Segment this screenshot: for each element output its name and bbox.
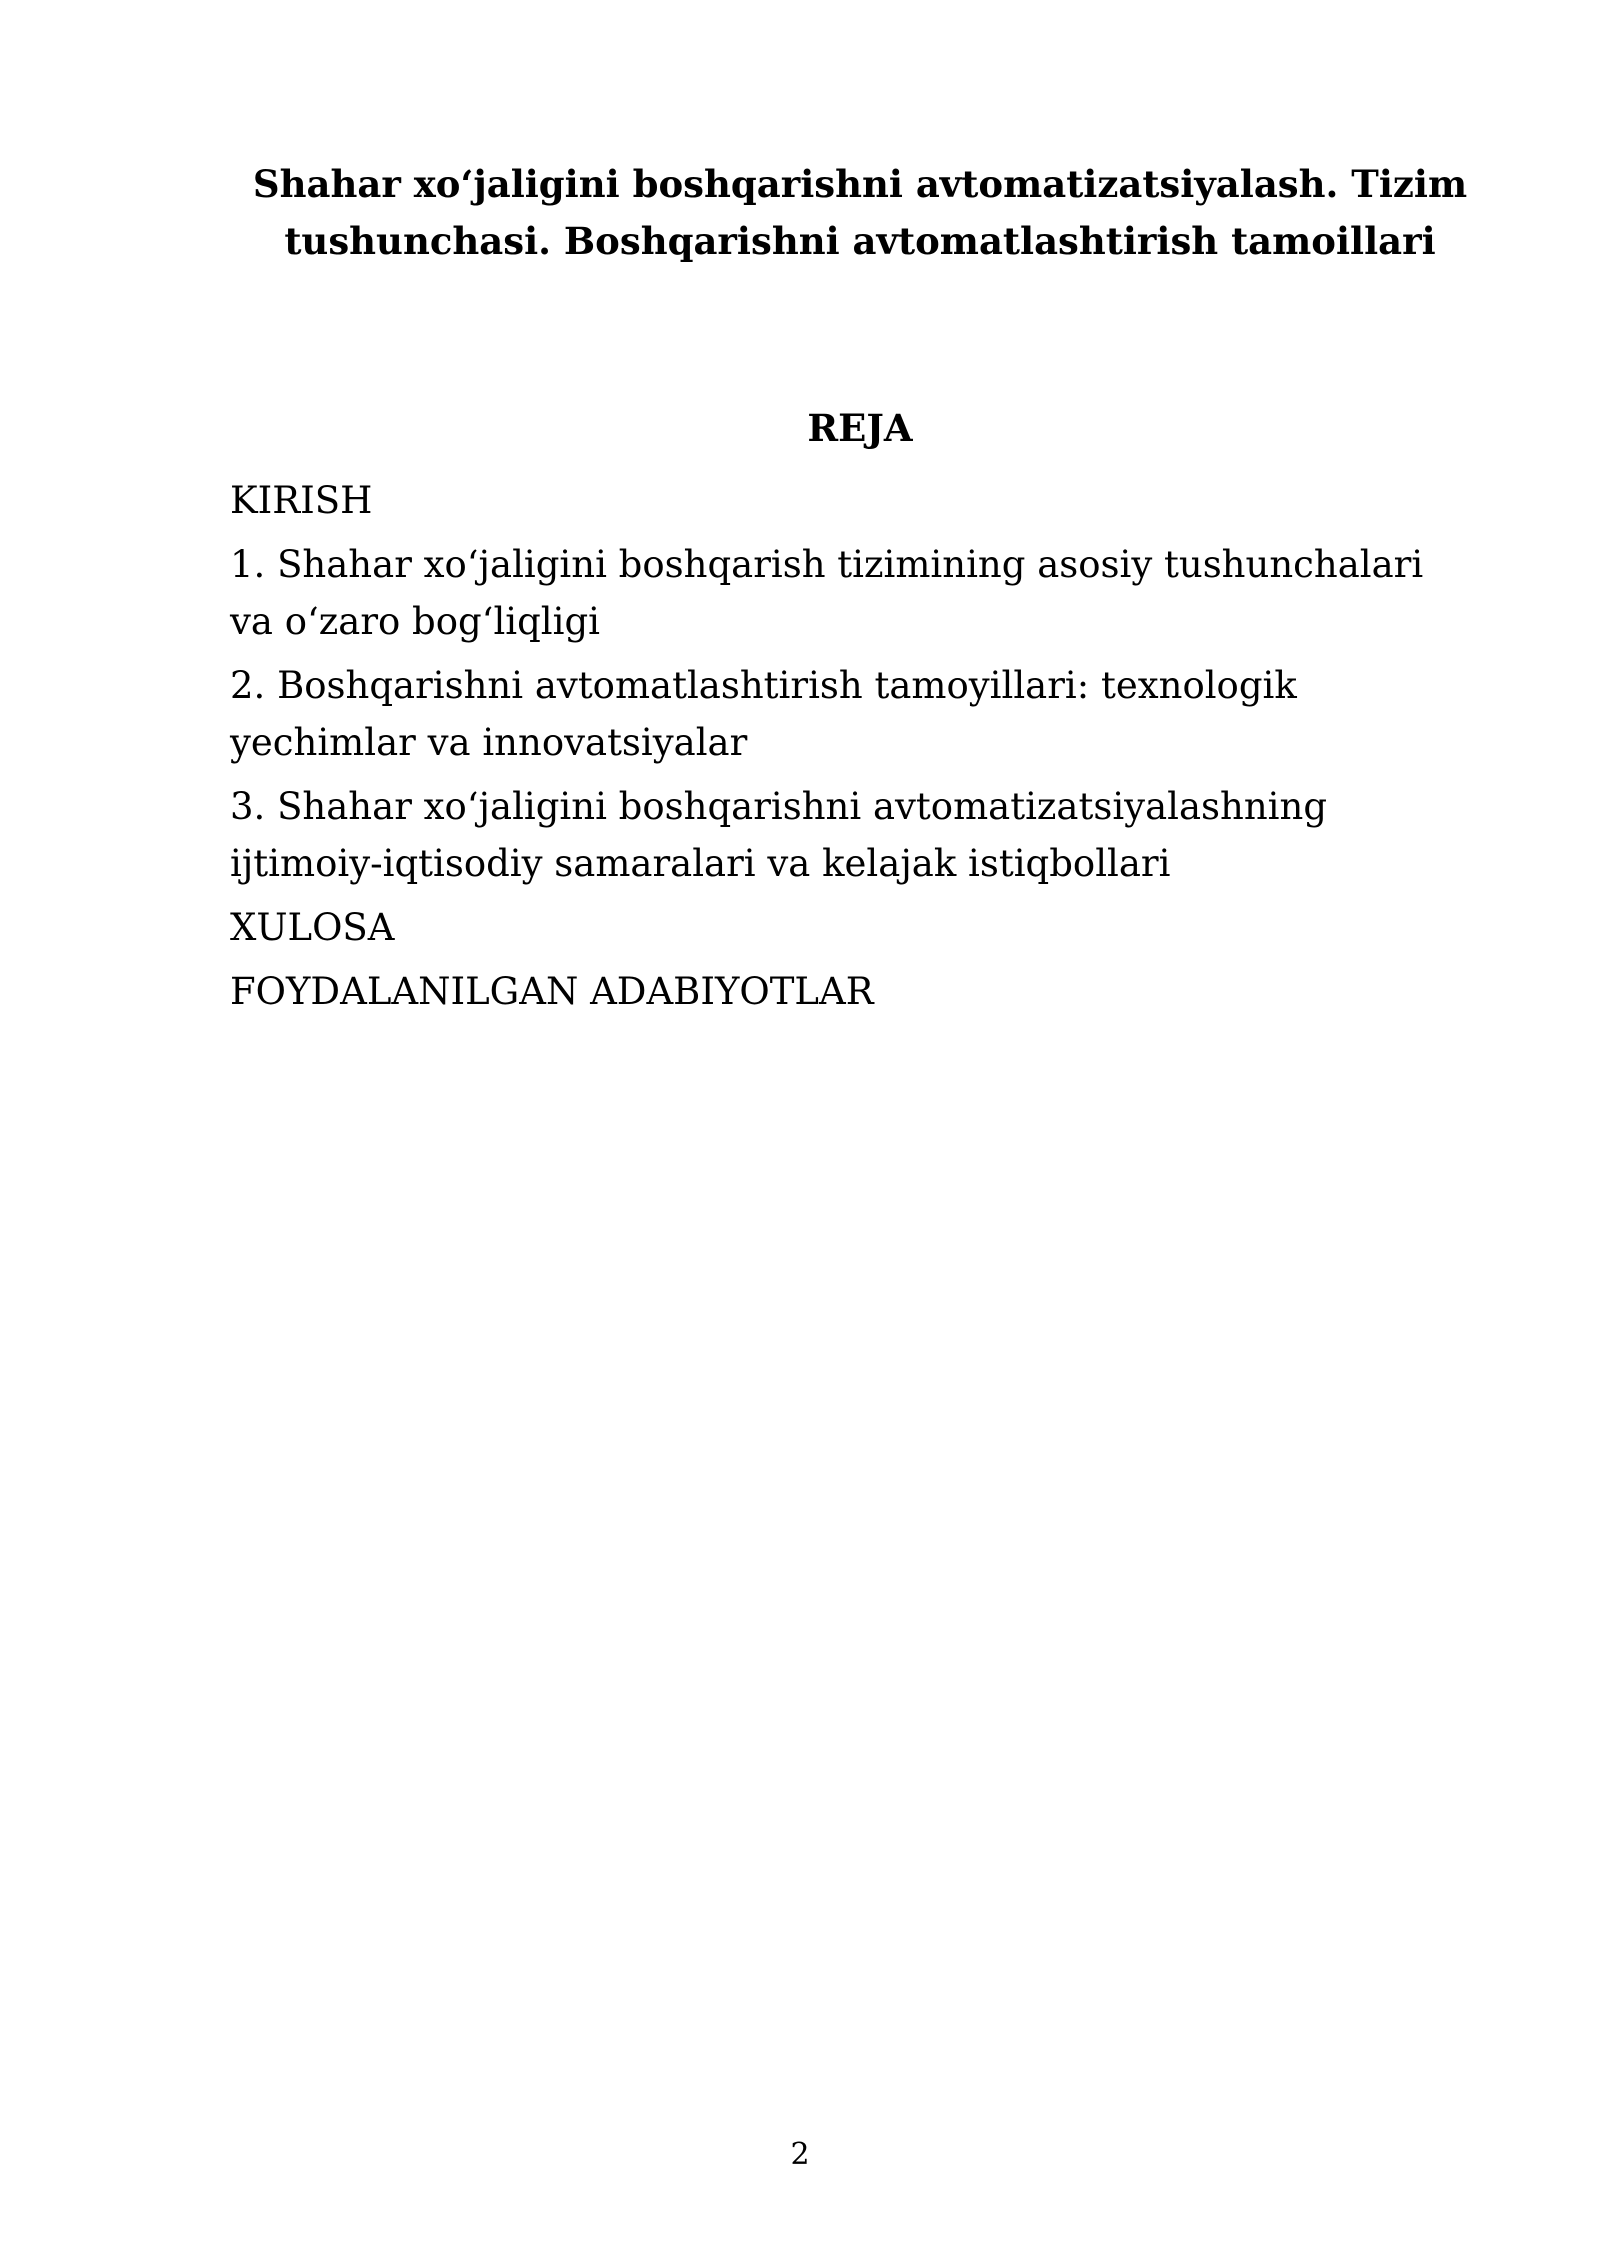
plan-item-introduction bbox=[230, 472, 1480, 529]
plan-item-3 bbox=[230, 778, 1480, 892]
plan-item-2 bbox=[230, 657, 1480, 771]
plan-item-line: 1. Shahar xo‘jaligini boshqarish tizimining asosiy tushunchalari bbox=[230, 543, 1424, 586]
plan-item-line: ijtimoiy-iqtisodiy samaralari va kelajak istiqbollari bbox=[230, 842, 1171, 885]
plan-item-line: 3. Shahar xo‘jaligini boshqarishni avtomatizatsiyalashning bbox=[230, 785, 1328, 828]
plan-item-conclusion bbox=[230, 899, 1480, 956]
plan-item-line: yechimlar va innovatsiyalar bbox=[230, 721, 748, 764]
plan-heading: REJA bbox=[807, 406, 913, 450]
document-title-line-1: Shahar xo‘jaligini boshqarishni avtomatizatsiyalash. Tizim bbox=[252, 162, 1468, 206]
document-title-line-2: tushunchasi. Boshqarishni avtomatlashtirish tamoillari bbox=[284, 219, 1436, 263]
plan-item-line: XULOSA bbox=[230, 906, 395, 949]
page-number: 2 bbox=[790, 2137, 810, 2172]
plan-item-line: FOYDALANILGAN ADABIYOTLAR bbox=[230, 970, 874, 1013]
plan-item-line: 2. Boshqarishni avtomatlashtirish tamoyillari: texnologik bbox=[230, 664, 1297, 707]
plan-item-1 bbox=[230, 536, 1480, 650]
plan-item-line: KIRISH bbox=[230, 479, 373, 522]
document-title bbox=[160, 156, 1560, 270]
plan-item-line: va o‘zaro bog‘liqligi bbox=[230, 600, 600, 643]
plan-item-references bbox=[230, 963, 1480, 1020]
plan-list bbox=[230, 472, 1480, 1027]
